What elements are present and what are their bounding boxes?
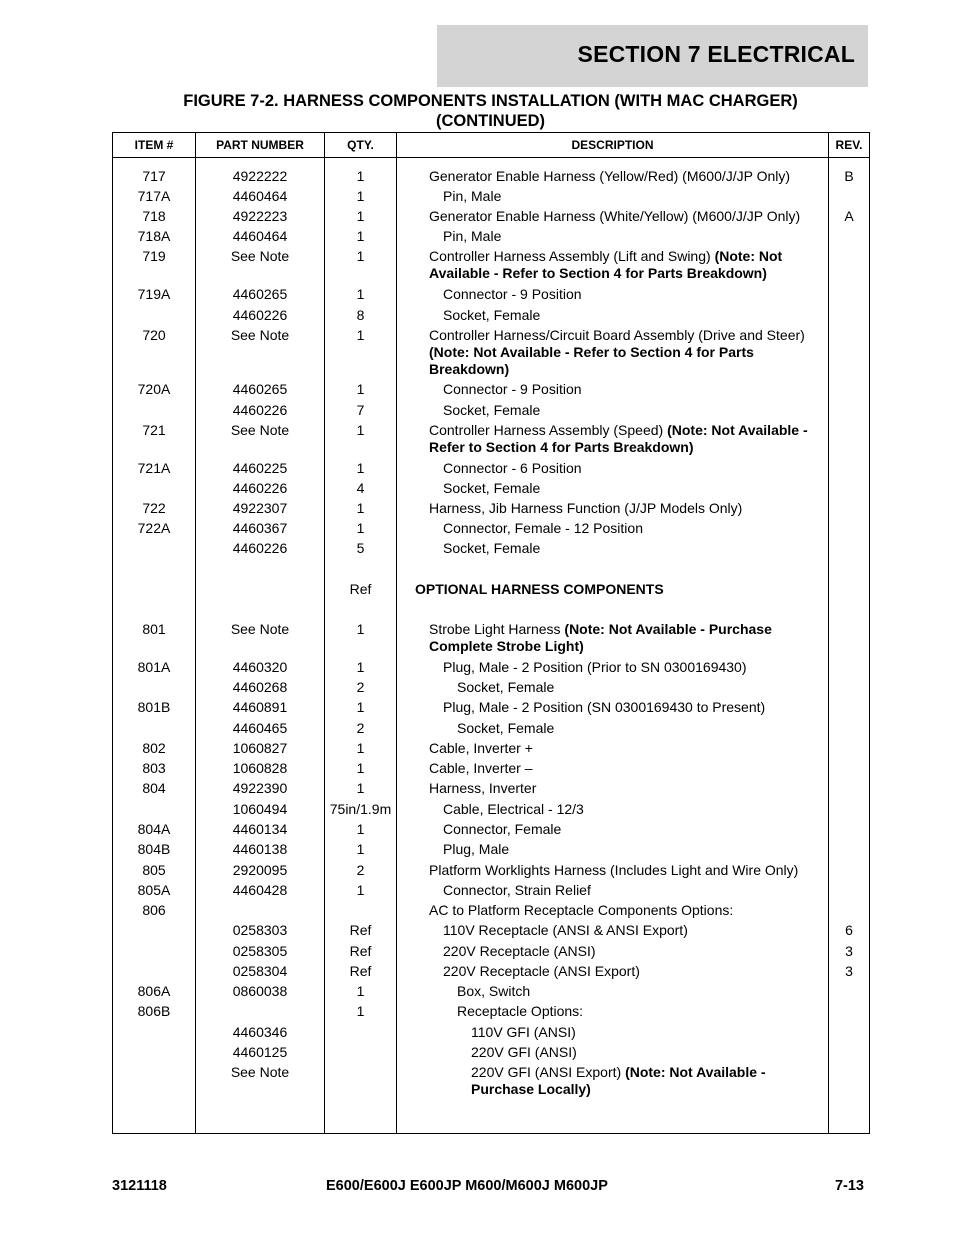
item-number: 719A xyxy=(137,286,171,302)
description xyxy=(397,760,857,777)
description xyxy=(397,188,871,205)
quantity: 1 xyxy=(356,460,365,476)
item-number: 805 xyxy=(142,862,166,878)
description-text: 110V GFI (ANSI) xyxy=(471,1024,576,1040)
item-number: 722 xyxy=(142,500,166,516)
part-number: 4460464 xyxy=(232,228,288,244)
description-text: 220V Receptacle (ANSI) xyxy=(443,943,596,959)
description xyxy=(397,801,871,818)
description-note: (Note: Not xyxy=(714,248,783,264)
description-text: 220V GFI (ANSI) xyxy=(471,1044,577,1060)
part-number: See Note xyxy=(230,621,290,637)
description xyxy=(397,841,871,858)
part-number: 4922223 xyxy=(232,208,288,224)
item-number: 718 xyxy=(142,208,166,224)
description-note: (Note: Not Available - xyxy=(625,1064,766,1080)
part-number: 4922222 xyxy=(232,168,288,184)
description xyxy=(397,943,871,960)
description xyxy=(397,679,885,696)
quantity: 1 xyxy=(356,621,365,637)
revision: 3 xyxy=(845,963,853,979)
description xyxy=(397,699,871,716)
part-number: 4460268 xyxy=(232,679,288,695)
column-header-item: ITEM # xyxy=(134,138,174,152)
description-text: Controller Harness Assembly (Lift and Swing) xyxy=(429,248,715,264)
description-note: (Note: Not Available - Refer to Section 4 for Parts xyxy=(429,344,754,360)
description-text: Harness, Inverter xyxy=(429,780,537,796)
part-number: 4460265 xyxy=(232,381,288,397)
item-number: 719 xyxy=(142,248,166,264)
quantity: 1 xyxy=(356,1003,365,1019)
quantity: 75in/1.9m xyxy=(329,801,392,817)
part-number: 4460346 xyxy=(232,1024,288,1040)
item-number: 805A xyxy=(137,882,171,898)
description xyxy=(397,963,871,980)
footer-doc-number: 3121118 xyxy=(112,1178,167,1194)
quantity: Ref xyxy=(349,963,372,979)
part-number: See Note xyxy=(230,248,290,264)
description-text: Generator Enable Harness (Yellow/Red) (M600/J/JP Only) xyxy=(429,168,791,184)
description xyxy=(397,621,857,655)
description xyxy=(397,286,871,303)
item-number: 720 xyxy=(142,327,166,343)
part-number: 4460226 xyxy=(232,540,288,556)
description-text: Cable, Electrical - 12/3 xyxy=(443,801,584,817)
item-number: 720A xyxy=(137,381,171,397)
description xyxy=(397,540,871,557)
description xyxy=(397,882,871,899)
description xyxy=(397,902,857,919)
description xyxy=(397,740,857,757)
item-number: 722A xyxy=(137,520,171,536)
description-text: Connector, Strain Relief xyxy=(443,882,591,898)
description-text: Receptacle Options: xyxy=(457,1003,584,1019)
figure-title-line2: (CONTINUED) xyxy=(435,112,546,130)
part-number: 0258304 xyxy=(232,963,288,979)
part-number: 1060828 xyxy=(232,760,288,776)
part-number: 4922390 xyxy=(232,780,288,796)
section-title: SECTION 7 ELECTRICAL xyxy=(577,41,855,67)
column-header-part-number: PART NUMBER xyxy=(216,138,304,152)
quantity: 1 xyxy=(356,520,365,536)
part-number: 4460320 xyxy=(232,659,288,675)
item-number: 804 xyxy=(142,780,166,796)
section-header-box xyxy=(437,25,868,87)
quantity: 2 xyxy=(356,862,365,878)
part-number: 4460125 xyxy=(232,1044,288,1060)
revision: 3 xyxy=(845,943,853,959)
header-divider xyxy=(113,157,869,158)
quantity: 1 xyxy=(356,248,365,264)
part-number: 4460226 xyxy=(232,402,288,418)
description-note: (Note: Not Available - Purchase xyxy=(564,621,772,637)
part-number: 4460138 xyxy=(232,841,288,857)
description xyxy=(397,402,871,419)
quantity: 1 xyxy=(356,740,365,756)
description xyxy=(397,1003,885,1020)
description-text: Plug, Male xyxy=(443,841,510,857)
quantity: 5 xyxy=(356,540,365,556)
part-number: 0258305 xyxy=(232,943,288,959)
revision: A xyxy=(844,208,854,224)
description-text: 220V GFI (ANSI Export) xyxy=(471,1064,626,1080)
part-number: 4460891 xyxy=(232,699,288,715)
part-number: 4460428 xyxy=(232,882,288,898)
quantity: 1 xyxy=(356,780,365,796)
description xyxy=(397,208,857,225)
description xyxy=(397,168,857,185)
quantity: 1 xyxy=(356,841,365,857)
part-number: See Note xyxy=(230,1064,290,1080)
item-number: 802 xyxy=(142,740,166,756)
description xyxy=(397,1064,899,1098)
quantity: 1 xyxy=(356,228,365,244)
description xyxy=(397,228,871,245)
description-note: (Note: Not Available - xyxy=(667,422,808,438)
description xyxy=(397,1024,899,1041)
description-text: Box, Switch xyxy=(457,983,531,999)
description-text: Plug, Male - 2 Position (Prior to SN 0300169430) xyxy=(443,659,747,675)
description xyxy=(397,381,871,398)
description-text: Strobe Light Harness xyxy=(429,621,565,637)
description xyxy=(397,460,871,477)
quantity: 1 xyxy=(356,422,365,438)
description xyxy=(397,922,871,939)
quantity: 1 xyxy=(356,188,365,204)
description-text: 110V Receptacle (ANSI & ANSI Export) xyxy=(443,922,688,938)
quantity: 1 xyxy=(356,821,365,837)
description xyxy=(397,1044,899,1061)
quantity: 1 xyxy=(356,286,365,302)
description-text: Socket, Female xyxy=(457,720,555,736)
part-number: 4460464 xyxy=(232,188,288,204)
description-text: Socket, Female xyxy=(457,679,555,695)
item-number: 806 xyxy=(142,902,166,918)
part-number: 2920095 xyxy=(232,862,288,878)
description-note: OPTIONAL HARNESS COMPONENTS xyxy=(415,581,664,597)
part-number: 0860038 xyxy=(232,983,288,999)
figure-title xyxy=(112,91,869,131)
description xyxy=(397,327,857,378)
item-number: 721 xyxy=(142,422,166,438)
part-number: 4460226 xyxy=(232,480,288,496)
description xyxy=(397,720,885,737)
description-text: Platform Worklights Harness (Includes Light and Wire Only) xyxy=(429,862,799,878)
description-text: Pin, Male xyxy=(443,188,502,204)
description-text: Plug, Male - 2 Position (SN 0300169430 to Present) xyxy=(443,699,766,715)
quantity: 1 xyxy=(356,699,365,715)
description-note: Refer to Section 4 for Parts Breakdown) xyxy=(429,439,694,455)
quantity: 1 xyxy=(356,983,365,999)
item-number: 804B xyxy=(137,841,171,857)
column-header-description: DESCRIPTION xyxy=(571,138,654,152)
description xyxy=(397,862,857,879)
description-text: Socket, Female xyxy=(443,540,541,556)
revision: B xyxy=(844,168,854,184)
item-number: 801 xyxy=(142,621,166,637)
quantity: 8 xyxy=(356,307,365,323)
item-number: 721A xyxy=(137,460,171,476)
quantity: 1 xyxy=(356,168,365,184)
footer-models: E600/E600J E600JP M600/M600J M600JP xyxy=(326,1178,608,1194)
quantity: 4 xyxy=(356,480,365,496)
column-header-rev: REV. xyxy=(835,138,863,152)
part-number: See Note xyxy=(230,327,290,343)
description-text: Controller Harness/Circuit Board Assembly (Drive and Steer) xyxy=(429,327,805,343)
quantity: 1 xyxy=(356,760,365,776)
description-text: Connector, Female xyxy=(443,821,562,837)
quantity: 1 xyxy=(356,381,365,397)
item-number: 717 xyxy=(142,168,166,184)
item-number: 801B xyxy=(137,699,171,715)
description-text: Connector - 9 Position xyxy=(443,381,582,397)
item-number: 801A xyxy=(137,659,171,675)
part-number: See Note xyxy=(230,422,290,438)
description-text: Generator Enable Harness (White/Yellow) (M600/J/JP Only) xyxy=(429,208,801,224)
description xyxy=(397,821,871,838)
item-number: 806B xyxy=(137,1003,171,1019)
description xyxy=(397,983,885,1000)
description xyxy=(397,307,871,324)
figure-title-line1: FIGURE 7-2. HARNESS COMPONENTS INSTALLATION (WITH MAC CHARGER) xyxy=(183,92,798,110)
description-note: Available - Refer to Section 4 for Parts Breakdown) xyxy=(429,265,767,281)
description-text: Socket, Female xyxy=(443,402,541,418)
quantity: 2 xyxy=(356,720,365,736)
item-number: 717A xyxy=(137,188,171,204)
description-note: Breakdown) xyxy=(429,361,510,377)
quantity: Ref xyxy=(349,581,372,597)
description-text: AC to Platform Receptacle Components Options: xyxy=(429,902,734,918)
part-number: 4922307 xyxy=(232,500,288,516)
description-text: Socket, Female xyxy=(443,480,541,496)
quantity: 1 xyxy=(356,659,365,675)
description-text: Connector - 9 Position xyxy=(443,286,582,302)
item-number: 806A xyxy=(137,983,171,999)
description-text: Connector, Female - 12 Position xyxy=(443,520,643,536)
part-number: 4460225 xyxy=(232,460,288,476)
description xyxy=(397,780,857,797)
part-number: 4460226 xyxy=(232,307,288,323)
description xyxy=(397,581,843,598)
item-number: 803 xyxy=(142,760,166,776)
description xyxy=(397,520,871,537)
description-text: Cable, Inverter – xyxy=(429,760,533,776)
quantity: Ref xyxy=(349,943,372,959)
description xyxy=(397,500,857,517)
description-note: Complete Strobe Light) xyxy=(429,638,584,654)
quantity: 1 xyxy=(356,882,365,898)
part-number: 4460134 xyxy=(232,821,288,837)
description-note: Purchase Locally) xyxy=(471,1081,591,1097)
description-text: Harness, Jib Harness Function (J/JP Models Only) xyxy=(429,500,743,516)
part-number: 4460265 xyxy=(232,286,288,302)
quantity: 1 xyxy=(356,500,365,516)
footer-page-number: 7-13 xyxy=(834,1178,864,1194)
revision: 6 xyxy=(845,922,853,938)
quantity: 2 xyxy=(356,679,365,695)
description xyxy=(397,659,871,676)
quantity: 7 xyxy=(356,402,365,418)
description-text: Cable, Inverter + xyxy=(429,740,533,756)
description-text: 220V Receptacle (ANSI Export) xyxy=(443,963,640,979)
item-number: 718A xyxy=(137,228,171,244)
description-text: Controller Harness Assembly (Speed) xyxy=(429,422,668,438)
item-number: 804A xyxy=(137,821,171,837)
description-text: Connector - 6 Position xyxy=(443,460,582,476)
description xyxy=(397,422,857,456)
part-number: 1060827 xyxy=(232,740,288,756)
part-number: 0258303 xyxy=(232,922,288,938)
column-header-qty: QTY. xyxy=(347,138,374,152)
parts-table xyxy=(112,132,870,1134)
quantity: 1 xyxy=(356,208,365,224)
part-number: 4460465 xyxy=(232,720,288,736)
description xyxy=(397,480,871,497)
quantity: Ref xyxy=(349,922,372,938)
description-text: Socket, Female xyxy=(443,307,541,323)
description xyxy=(397,248,857,282)
part-number: 4460367 xyxy=(232,520,288,536)
part-number: 1060494 xyxy=(232,801,288,817)
quantity: 1 xyxy=(356,327,365,343)
description-text: Pin, Male xyxy=(443,228,502,244)
